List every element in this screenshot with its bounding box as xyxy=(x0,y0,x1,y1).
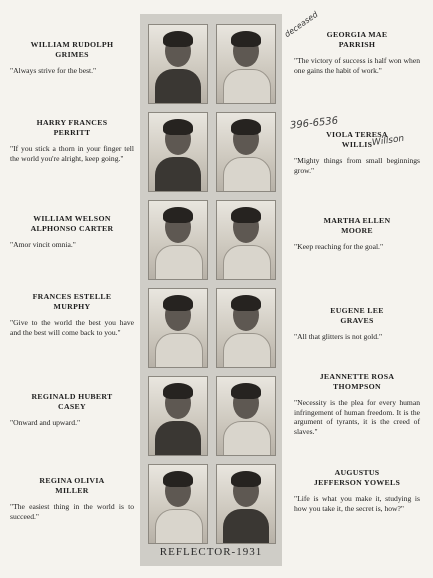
portrait-photo-thompson xyxy=(216,376,276,456)
portrait-photo-moore xyxy=(216,200,276,280)
student-motto: "All that glitters is not gold." xyxy=(294,331,383,341)
student-motto: "Onward and upward." xyxy=(10,417,81,427)
student-entry-yowels xyxy=(294,468,420,513)
student-entry-parrish xyxy=(294,30,420,75)
reflector-caption: REFLECTOR-1931 xyxy=(159,546,263,558)
portrait-photo-miller xyxy=(148,464,208,544)
student-motto: "If you stick a thorn in your finger tell the world you're alright, keep going." xyxy=(10,143,134,163)
student-entry-casey xyxy=(10,392,134,428)
student-name: REGINALD HUBERT CASEY xyxy=(31,392,113,411)
portrait-photo-perritt xyxy=(148,112,208,192)
student-name: HARRY FRANCES PERRITT xyxy=(36,118,108,137)
student-motto: "Amor vincit omnia." xyxy=(10,239,76,249)
student-entry-carter xyxy=(10,214,134,250)
portrait-photo-murphy xyxy=(148,288,208,368)
student-motto: "The easiest thing in the world is to succeed." xyxy=(10,501,134,521)
student-motto: "Always strive for the best." xyxy=(10,65,97,75)
student-name: AUGUSTUS JEFFERSON YOWELS xyxy=(313,468,401,487)
student-motto: "Give to the world the best you have and the best will come back to you." xyxy=(10,317,134,337)
portrait-photo-grimes xyxy=(148,24,208,104)
portrait-photo-yowels xyxy=(216,464,276,544)
student-entry-murphy xyxy=(10,292,134,337)
student-entry-moore xyxy=(294,216,420,252)
student-entry-perritt xyxy=(10,118,134,163)
student-motto: "Life is what you make it, studying is how you take it, the secret is, how?" xyxy=(294,493,420,513)
handwritten-note-deceased: deceased xyxy=(282,9,320,40)
student-name: JEANNETTE ROSA THOMPSON xyxy=(319,372,395,391)
student-name: VIOLA TERESA WILLIS xyxy=(326,130,388,149)
student-name: WILLIAM WELSON ALPHONSO CARTER xyxy=(30,214,114,233)
student-entry-thompson xyxy=(294,372,420,437)
student-entry-graves xyxy=(294,306,420,342)
photo-strip xyxy=(140,14,282,566)
portrait-photo-willis xyxy=(216,112,276,192)
portrait-photo-casey xyxy=(148,376,208,456)
student-motto: "Keep reaching for the goal." xyxy=(294,241,384,251)
portrait-photo-carter xyxy=(148,200,208,280)
student-motto: "Mighty things from small beginnings grow." xyxy=(294,155,420,175)
student-name: REGINA OLIVIA MILLER xyxy=(39,476,105,495)
student-entry-miller xyxy=(10,476,134,521)
student-name: MARTHA ELLEN MOORE xyxy=(323,216,391,235)
student-name: FRANCES ESTELLE MURPHY xyxy=(32,292,112,311)
handwritten-note-surname: Willson xyxy=(371,133,405,149)
student-motto: "The victory of success is half won when one gains the habit of work." xyxy=(294,55,420,75)
student-name: WILLIAM RUDOLPH GRIMES xyxy=(30,40,114,59)
student-motto: "Necessity is the plea for every human infringement of human freedom. It is the argument of tyrants, it is the creed of slaves." xyxy=(294,397,420,437)
handwritten-note-phone: 396-6536 xyxy=(289,115,339,132)
portrait-photo-parrish xyxy=(216,24,276,104)
student-name: GEORGIA MAE PARRISH xyxy=(326,30,388,49)
student-name: EUGENE LEE GRAVES xyxy=(330,306,384,325)
student-entry-grimes xyxy=(10,40,134,76)
portrait-photo-graves xyxy=(216,288,276,368)
